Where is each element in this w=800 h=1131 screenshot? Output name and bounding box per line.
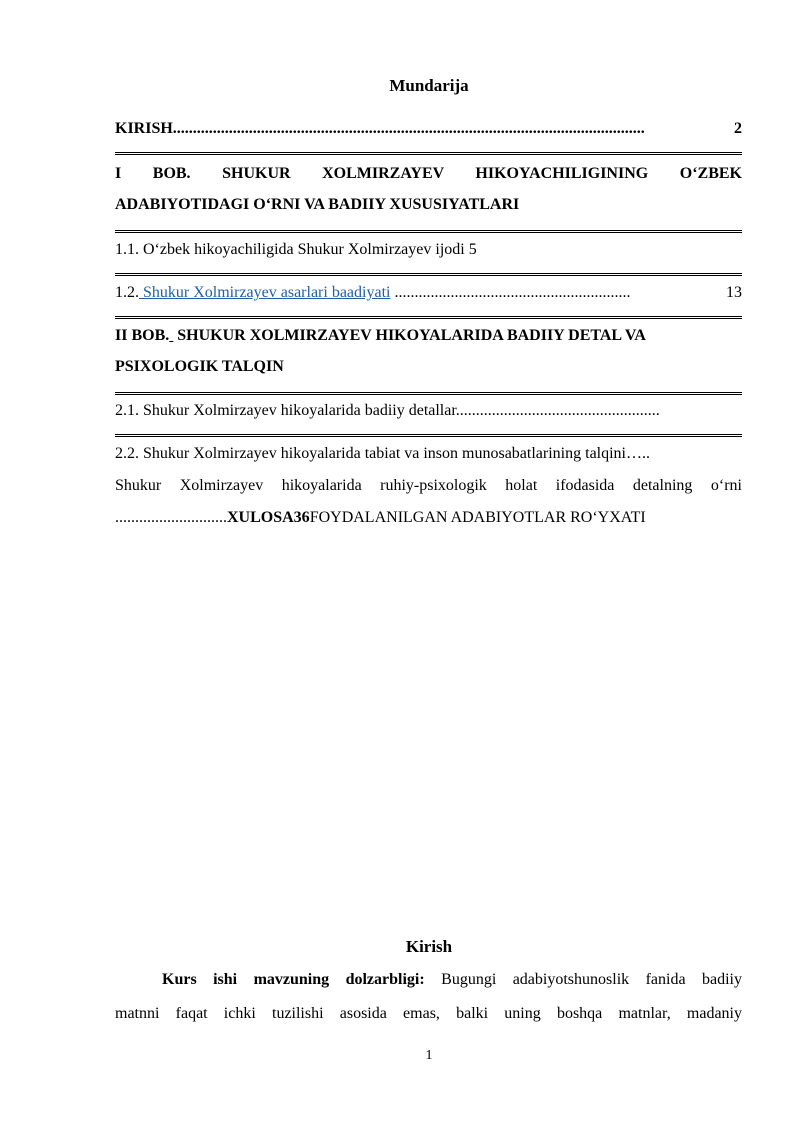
page-number: 1 — [425, 1048, 433, 1063]
toc-chapter-2-line-2[interactable]: PSIXOLOGIK TALQIN — [115, 358, 284, 375]
toc-chapter-1-line-2[interactable]: ADABIYOTIDAGI O‘RNI VA BADIIY XUSUSIYATLARI — [115, 196, 520, 213]
toc-chapter-number: II BOB. — [115, 327, 170, 344]
paragraph-line-2: matnni faqat ichki tuzilishi asosida emas, balki uning boshqa matnlar, madaniy — [115, 1005, 742, 1022]
toc-section-2-3[interactable]: Shukur Xolmirzayev hikoyalarida ruhiy-psixologik holat ifodasida detalning o‘rni — [115, 477, 742, 494]
toc-section-1-2[interactable] — [115, 283, 742, 303]
toc-entry-xulosa[interactable]: XULOSA36 — [227, 509, 310, 526]
paragraph-text: Bugungi adabiyotshunoslik fanida badiiy — [424, 971, 742, 988]
paragraph-line-1 — [115, 970, 742, 990]
paragraph-lead: Kurs ishi mavzuning dolzarbligi: — [162, 971, 425, 988]
toc-leader-dots: ........................................................... — [390, 284, 631, 301]
toc-chapter-2-line-1[interactable] — [115, 326, 742, 346]
toc-chapter-1-line-1[interactable]: I BOB. SHUKUR XOLMIRZAYEV HIKOYACHILIGINING O‘ZBEK — [115, 165, 742, 182]
toc-page-number: 2 — [734, 120, 742, 137]
toc-leader-dots: ...................................................................................................................... — [172, 120, 645, 137]
toc-entry-adabiyotlar[interactable]: FOYDALANILGAN ADABIYOTLAR RO‘YXATI — [309, 509, 646, 526]
double-rule — [115, 273, 742, 276]
toc-entry-label: KIRISH — [115, 120, 173, 137]
toc-leader-dots: ................................................... — [455, 402, 660, 419]
toc-tail-line[interactable] — [115, 508, 742, 528]
toc-section-number: 1.2. — [115, 284, 139, 301]
section-heading-kirish: Kirish — [405, 937, 453, 956]
toc-entry-kirish[interactable] — [115, 119, 742, 139]
toc-page-number: 13 — [726, 284, 742, 301]
toc-section-1-1[interactable]: 1.1. O‘zbek hikoyachiligida Shukur Xolmirzayev ijodi 5 — [115, 241, 477, 258]
toc-section-label: 2.1. Shukur Xolmirzayev hikoyalarida badiiy detallar — [115, 402, 456, 419]
double-rule — [115, 230, 742, 233]
toc-title: Mundarija — [389, 76, 469, 95]
toc-section-2-2[interactable]: 2.2. Shukur Xolmirzayev hikoyalarida tabiat va inson munosabatlarining talqini….. — [115, 445, 650, 462]
double-rule — [115, 434, 742, 437]
toc-leader-dots: ............................ — [115, 509, 227, 526]
toc-section-2-1[interactable] — [115, 401, 742, 421]
double-rule — [115, 152, 742, 155]
toc-section-link[interactable]: Shukur Xolmirzayev asarlari baadiyati — [139, 284, 391, 301]
toc-chapter-title: SHUKUR XOLMIRZAYEV HIKOYALARIDA BADIIY DETAL VA — [173, 327, 646, 344]
double-rule — [115, 392, 742, 395]
double-rule — [115, 316, 742, 319]
